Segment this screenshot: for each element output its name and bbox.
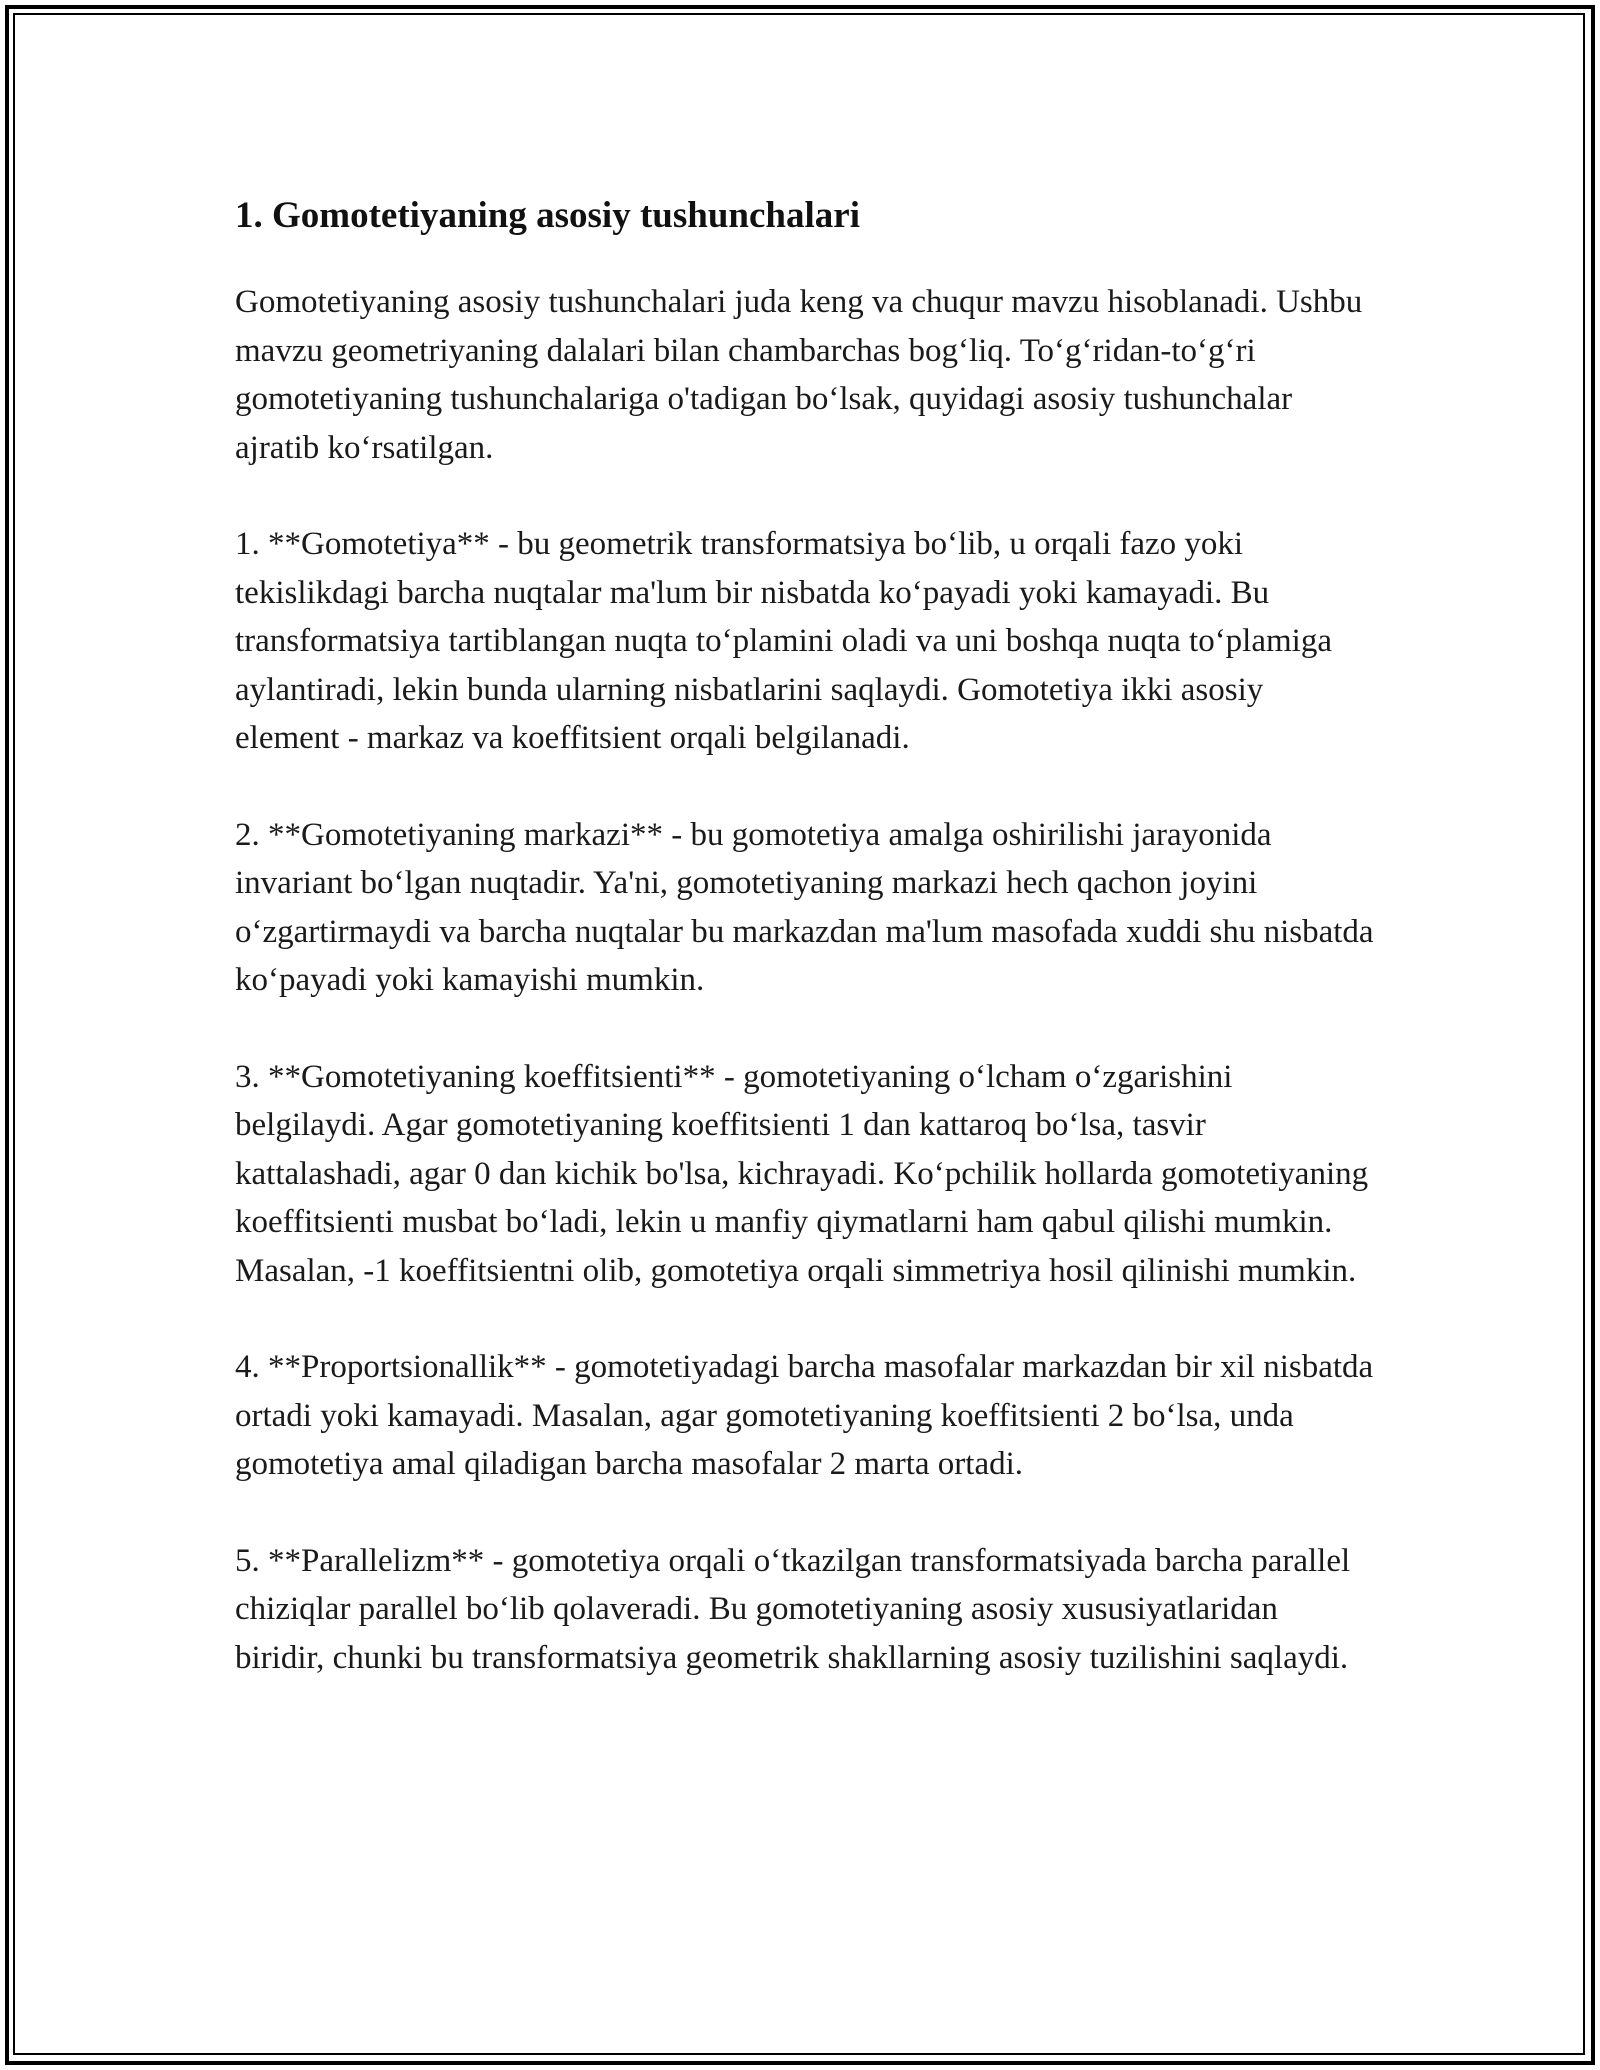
- document-body: [235, 188, 1375, 1730]
- paragraph-proportsionallik: 4. **Proportsionallik** - gomotetiyadagi barcha masofalar markazdan bir xil nisbatda ortadi yoki kamayadi. Masalan, agar gomotetiyaning koeffitsienti 2 bo‘lsa, unda gomotetiya amal qiladigan barcha masofalar 2 marta ortadi.: [235, 1349, 1374, 1482]
- paragraph-markazi: 2. **Gomotetiyaning markazi** - bu gomotetiya amalga oshirilishi jarayonida invariant bo‘lgan nuqtadir. Ya'ni, gomotetiyaning markazi hech qachon joyini o‘zgartirmaydi va barcha nuqtalar bu markazdan ma'lum masofada xuddi shu nisbatda ko‘payadi yoki kamayishi mumkin.: [235, 816, 1374, 998]
- paragraph-koeffitsienti: 3. **Gomotetiyaning koeffitsienti** - gomotetiyaning o‘lcham o‘zgarishini belgilaydi. Agar gomotetiyaning koeffitsienti 1 dan kattaroq bo‘lsa, tasvir kattalashadi, agar 0 dan kichik bo'lsa, kichrayadi. Ko‘pchilik hollarda gomotetiyaning koeffitsienti musbat bo‘ladi, lekin u manfiy qiymatlarni ham qabul qilishi mumkin. Masalan, -1 koeffitsientni olib, gomotetiya orqali simmetriya hosil qilinishi mumkin.: [235, 1058, 1369, 1289]
- paragraph-gomotetiya: 1. **Gomotetiya** - bu geometrik transformatsiya bo‘lib, u orqali fazo yoki tekislikdagi barcha nuqtalar ma'lum bir nisbatda ko‘payadi yoki kamayadi. Bu transformatsiya tartiblangan nuqta to‘plamini oladi va uni boshqa nuqta to‘plamiga aylantiradi, lekin bunda ularning nisbatlarini saqlaydi. Gomotetiya ikki asosiy element - markaz va koeffitsient orqali belgilanadi.: [235, 526, 1332, 756]
- paragraph-parallelizm: 5. **Parallelizm** - gomotetiya orqali o‘tkazilgan transformatsiyada barcha parallel chiziqlar parallel bo‘lib qolaveradi. Bu gomotetiyaning asosiy xususiyatlaridan biridir, chunki bu transformatsiya geometrik shakllarning asosiy tuzilishini saqlaydi.: [235, 1542, 1351, 1676]
- section-heading: 1. Gomotetiyaning asosiy tushunchalari: [235, 195, 860, 236]
- intro-paragraph: Gomotetiyaning asosiy tushunchalari juda keng va chuqur mavzu hisoblanadi. Ushbu mavzu geometriyaning dalalari bilan chambarchas bog‘liq. To‘g‘ridan-to‘g‘ri gomotetiyaning tushunchalariga o'tadigan bo‘lsak, quyidagi asosiy tushunchalar ajratib ko‘rsatilgan.: [235, 284, 1363, 466]
